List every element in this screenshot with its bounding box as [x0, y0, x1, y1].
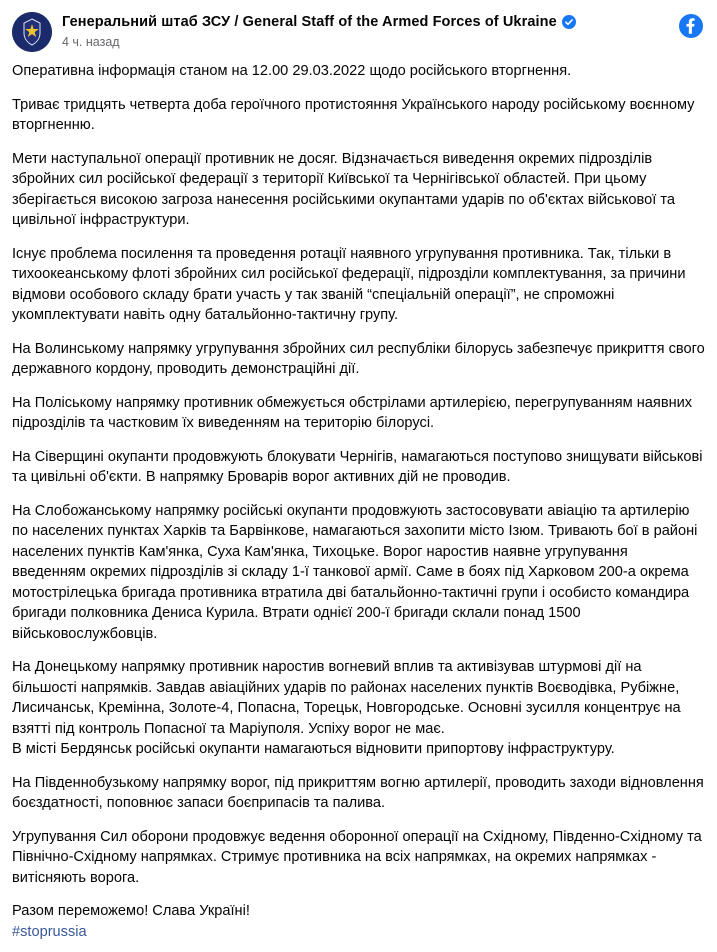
avatar[interactable] [12, 12, 52, 52]
hashtag-link[interactable]: #stoprussia [12, 923, 87, 940]
facebook-logo-icon [679, 14, 703, 38]
post-author-block [62, 12, 669, 50]
post-paragraph: Оперативна інформація станом на 12.00 29.03.2022 щодо російського вторгнення. [12, 63, 572, 79]
post-paragraph: Триває тридцять четверта доба героїчного протистояння Українського народу російському воєнному вторгненню. [12, 96, 695, 133]
page-name[interactable]: Генеральний штаб ЗСУ / General Staff of the Armed Forces of Ukraine [62, 14, 557, 30]
post-paragraph: На Слобожанському напрямку російські окупанти продовжують застосовувати авіацію та артилерію по населених пунктах Харків та Барвінкове, намагаються захопити місто Ізюм. Тривають бої в районі населених пунктів Кам'янка, Суха Кам'янка, Тихоцьке. Ворог наростив наявне угрупування введенням окремих підрозділів зі складу 1-ї танкової армії. Саме в боях під Харковом 200-а окрема мотострілецька бригада противника втратила дві батальйонно-тактичні групи і особисто командира бригади полковника Дениса Курила. Втрати однієї 200-ї бригади склали понад 1500 військовослужбовців. [12, 502, 698, 642]
post-timestamp[interactable]: 4 ч. назад [62, 35, 120, 49]
post-paragraph: В місті Бердянськ російські окупанти намагаються відновити припортову інфраструктуру. [12, 741, 615, 757]
post-paragraph: Угрупування Сил оборони продовжує ведення оборонної операції на Східному, Південно-Східному та Північно-Східному напрямках. Стримує противника на всіх напрямках, на окремих напрямках - витісняють ворога. [12, 828, 702, 886]
post-paragraph: Мети наступальної операції противник не досяг. Відзначається виведення окремих підрозділів збройних сил російської федерації з території Київської та Чернігівської областей. При цьому зберігається високою загроза нанесення російськими окупантами ударів по об'єктах військової та цивільної інфраструктури. [12, 150, 675, 228]
author-name-row [62, 13, 669, 31]
post-paragraph: На Поліському напрямку противник обмежується обстрілами артилерією, перегрупуванням наявних підрозділів та частковим їх виведенням на територію білорусі. [12, 394, 693, 431]
post-hashtag [12, 922, 705, 943]
verified-badge-icon [562, 15, 576, 29]
post-paragraph: На Південнобузькому напрямку ворог, під прикриттям вогню артилерії, проводить заходи відновлення боєздатності, поповнює запаси боєприпасів та палива. [12, 774, 704, 811]
post-paragraph: На Волинському напрямку угрупування збройних сил республіки білорусь забезпечує прикриття свого державного кордону, проводить демонстраційні дії. [12, 340, 705, 377]
post-paragraph: На Сіверщині окупанти продовжують блокувати Чернігів, намагаються поступово знищувати військові та цивільні об'єкти. В напрямку Броварів ворог активних дій не проводив. [12, 448, 703, 485]
post-header [12, 10, 705, 60]
post-body [12, 60, 705, 952]
post-paragraph: Разом переможемо! Слава Україні! [12, 903, 250, 919]
post-paragraph: На Донецькому напрямку противник наростив вогневий вплив та активізував штурмові дії на більшості напрямків. Завдав авіаційних ударів по районах населених пунктів Воєводівка, Рубіжне, Лисичанськ, Кремінна, Золоте-4, Попасна, Торецьк, Новгородське. Основні зусилля концентрує на взятті під контроль Попасної та Маріуполя. Успіху ворог не має. [12, 659, 681, 737]
post-paragraph: Існує проблема посилення та проведення ротації наявного угрупування противника. Так, тільки в тихоокеанському флоті збройних сил російської федерації, підрозділи комплектування, за причини відмови особового складу брати участь у так званій “спеціальній операції”, не спроможні укомплектувати навіть одну батальйонно-тактичну групу. [12, 245, 686, 323]
